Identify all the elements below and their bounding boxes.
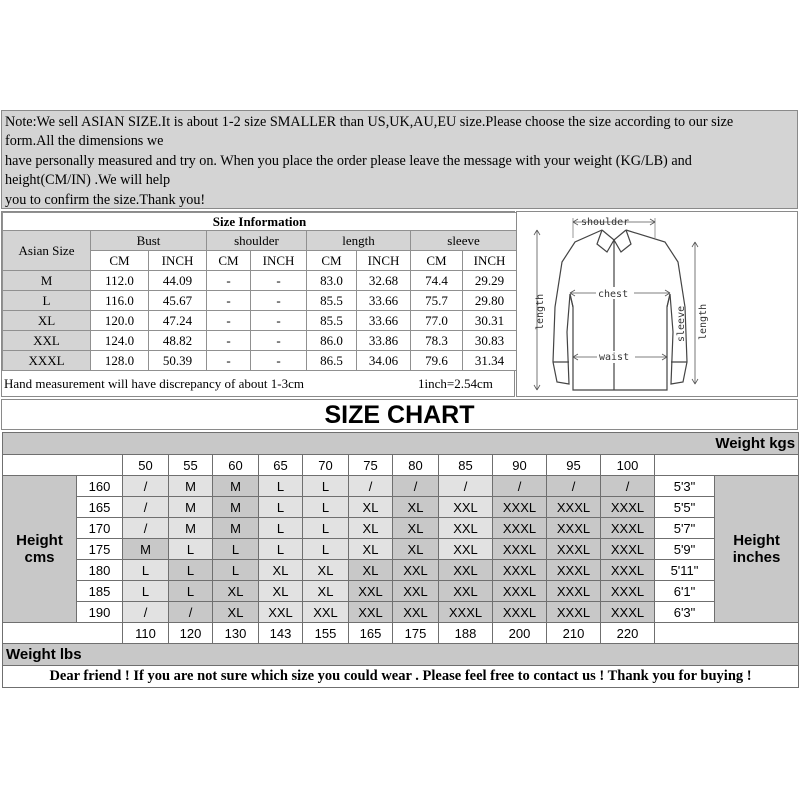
size-information-title: Size Information xyxy=(3,213,517,231)
weight-lb-cell: 110 xyxy=(123,623,169,644)
size-cell: XXXL xyxy=(493,497,547,518)
size-cell: / xyxy=(123,497,169,518)
measurement-cell: 112.0 xyxy=(91,271,149,291)
size-cell: XXXL xyxy=(547,518,601,539)
measurement-cell: 74.4 xyxy=(411,271,463,291)
measurement-cell: - xyxy=(207,331,251,351)
size-cell: L xyxy=(169,581,213,602)
size-chart-row xyxy=(3,581,799,602)
sleeve-label: sleeve xyxy=(676,305,687,342)
measurement-cell: 83.0 xyxy=(307,271,357,291)
shirt-measurement-diagram xyxy=(516,211,798,397)
size-cell: XXXL xyxy=(493,581,547,602)
height-cm-cell: 165 xyxy=(77,497,123,518)
measurement-cell: - xyxy=(251,271,307,291)
size-cell: XL xyxy=(393,518,439,539)
measurement-cell: 30.83 xyxy=(463,331,517,351)
note-line: form.All the dimensions we xyxy=(5,133,164,150)
shoulder-header: shoulder xyxy=(207,231,307,251)
size-chart-row xyxy=(3,497,799,518)
size-cell: M xyxy=(169,476,213,497)
size-cell: XXXL xyxy=(601,602,655,623)
size-cell: XXL xyxy=(439,539,493,560)
corner-cell xyxy=(655,455,799,476)
height-inch-cell: 5'11" xyxy=(655,560,715,581)
measurement-cell: 86.0 xyxy=(307,331,357,351)
measurement-cell: - xyxy=(207,271,251,291)
height-inch-cell: 5'5" xyxy=(655,497,715,518)
weight-kg-cell: 75 xyxy=(349,455,393,476)
sleeve-length-label: length xyxy=(698,303,709,340)
size-cell: XL xyxy=(349,560,393,581)
weight-kg-cell: 70 xyxy=(303,455,349,476)
weight-lbs-row xyxy=(3,623,799,644)
unit-header: CM xyxy=(411,251,463,271)
size-cell: L xyxy=(259,497,303,518)
shirt-outline-icon xyxy=(553,230,687,390)
height-inch-cell: 5'9" xyxy=(655,539,715,560)
size-cell: M xyxy=(169,497,213,518)
size-cell: XXL xyxy=(259,602,303,623)
weight-kg-cell: 50 xyxy=(123,455,169,476)
size-cell: XXXL xyxy=(601,581,655,602)
size-cell: L xyxy=(259,518,303,539)
weight-lbs-header: Weight lbs xyxy=(3,644,799,666)
size-cell: XXXL xyxy=(601,497,655,518)
size-cell: XXL xyxy=(439,497,493,518)
measurement-cell: 44.09 xyxy=(149,271,207,291)
size-cell: XL xyxy=(213,581,259,602)
size-cell: XXL xyxy=(303,602,349,623)
height-cm-cell: 175 xyxy=(77,539,123,560)
chest-label: chest xyxy=(598,289,629,300)
size-cell: XXL xyxy=(439,581,493,602)
size-chart-row xyxy=(3,539,799,560)
size-chart-row xyxy=(3,602,799,623)
asian-size-cell: XL xyxy=(3,311,91,331)
asian-size-cell: XXXL xyxy=(3,351,91,371)
size-cell: XXL xyxy=(439,560,493,581)
size-cell: L xyxy=(259,539,303,560)
size-cell: XXXL xyxy=(493,602,547,623)
size-cell: XL xyxy=(349,539,393,560)
size-cell: L xyxy=(123,560,169,581)
measurement-cell: - xyxy=(251,291,307,311)
measurement-cell: 116.0 xyxy=(91,291,149,311)
weight-lb-cell: 220 xyxy=(601,623,655,644)
size-cell: XL xyxy=(393,497,439,518)
size-cell: M xyxy=(213,518,259,539)
size-information-footer xyxy=(4,376,512,392)
measurement-discrepancy-note: Hand measurement will have discrepancy of about 1-3cm xyxy=(4,376,304,391)
height-inch-cell: 6'3" xyxy=(655,602,715,623)
measurement-cell: 77.0 xyxy=(411,311,463,331)
note-line: you to confirm the size.Thank you! xyxy=(5,191,206,208)
size-cell: / xyxy=(123,476,169,497)
measurement-cell: - xyxy=(207,291,251,311)
weight-kg-cell: 90 xyxy=(493,455,547,476)
size-cell: L xyxy=(213,539,259,560)
note-line: Note:We sell ASIAN SIZE.It is about 1-2 size SMALLER than US,UK,AU,EU size.Please choose the size according to our size xyxy=(5,114,734,130)
size-cell: L xyxy=(169,560,213,581)
measurement-cell: - xyxy=(251,311,307,331)
size-cell: / xyxy=(123,518,169,539)
size-cell: XXXL xyxy=(493,560,547,581)
size-cell: / xyxy=(547,476,601,497)
size-information-panel xyxy=(1,211,515,397)
size-cell: XXXL xyxy=(601,560,655,581)
measurement-cell: - xyxy=(251,351,307,371)
height-cm-cell: 185 xyxy=(77,581,123,602)
height-inches-label: Height inches xyxy=(715,476,799,623)
size-cell: XXL xyxy=(439,518,493,539)
size-cell: L xyxy=(213,560,259,581)
size-information-row xyxy=(3,271,517,291)
length-label: length xyxy=(535,293,546,330)
size-chart-row xyxy=(3,476,799,497)
weight-lb-cell: 175 xyxy=(393,623,439,644)
bust-header: Bust xyxy=(91,231,207,251)
height-inch-cell: 6'1" xyxy=(655,581,715,602)
measurement-cell: - xyxy=(207,351,251,371)
size-cell: XXXL xyxy=(439,602,493,623)
unit-header: INCH xyxy=(463,251,517,271)
size-cell: L xyxy=(303,476,349,497)
size-cell: XXL xyxy=(349,581,393,602)
height-inch-cell: 5'7" xyxy=(655,518,715,539)
size-cell: XXXL xyxy=(601,518,655,539)
measurement-cell: - xyxy=(207,311,251,331)
sleeve-header: sleeve xyxy=(411,231,517,251)
measurement-cell: - xyxy=(251,331,307,351)
size-cell: M xyxy=(213,476,259,497)
corner-cell xyxy=(3,455,123,476)
size-cell: L xyxy=(259,476,303,497)
measurement-cell: 34.06 xyxy=(357,351,411,371)
size-cell: XL xyxy=(213,602,259,623)
size-cell: / xyxy=(349,476,393,497)
size-information-row xyxy=(3,311,517,331)
size-cell: XL xyxy=(259,581,303,602)
shirt-diagram-svg xyxy=(517,212,797,396)
height-cm-cell: 160 xyxy=(77,476,123,497)
size-information-row xyxy=(3,351,517,371)
unit-header: INCH xyxy=(149,251,207,271)
weight-lb-cell: 200 xyxy=(493,623,547,644)
corner-cell xyxy=(655,623,799,644)
weight-lb-cell: 155 xyxy=(303,623,349,644)
size-information-table xyxy=(2,212,517,371)
size-chart-row xyxy=(3,518,799,539)
measurement-cell: 50.39 xyxy=(149,351,207,371)
size-information-rows xyxy=(3,271,517,371)
measurement-cell: 33.66 xyxy=(357,311,411,331)
size-cell: XXXL xyxy=(547,602,601,623)
measurement-cell: 85.5 xyxy=(307,291,357,311)
measurement-cell: 85.5 xyxy=(307,311,357,331)
size-cell: XXL xyxy=(393,602,439,623)
contact-message: Dear friend ! If you are not sure which size you could wear . Please feel free to contact us ! Thank you for buying ! xyxy=(3,666,799,688)
measurement-cell: 75.7 xyxy=(411,291,463,311)
size-cell: L xyxy=(123,581,169,602)
measurement-cell: 124.0 xyxy=(91,331,149,351)
measurement-cell: 47.24 xyxy=(149,311,207,331)
height-cm-cell: 170 xyxy=(77,518,123,539)
height-cms-label: Height cms xyxy=(3,476,77,623)
measurement-cell: 48.82 xyxy=(149,331,207,351)
length-header: length xyxy=(307,231,411,251)
note-line: height(CM/IN) .We will help xyxy=(5,172,171,189)
asian-size-cell: L xyxy=(3,291,91,311)
size-cell: XXL xyxy=(349,602,393,623)
size-cell: XXXL xyxy=(493,539,547,560)
size-cell: XXL xyxy=(393,581,439,602)
size-cell: XXXL xyxy=(493,518,547,539)
weight-lb-cell: 210 xyxy=(547,623,601,644)
inch-conversion-note: 1inch=2.54cm xyxy=(418,376,493,391)
size-cell: L xyxy=(303,539,349,560)
size-chart-rows xyxy=(3,476,799,623)
measurement-cell: 45.67 xyxy=(149,291,207,311)
size-cell: XXXL xyxy=(547,581,601,602)
note-line: have personally measured and try on. When you place the order please leave the message with your weight (KG/LB) and xyxy=(5,152,692,169)
size-cell: / xyxy=(601,476,655,497)
weight-lb-cell: 165 xyxy=(349,623,393,644)
asian-size-cell: XXL xyxy=(3,331,91,351)
weight-lb-cell: 143 xyxy=(259,623,303,644)
corner-cell xyxy=(3,623,123,644)
size-chart-table xyxy=(2,432,799,688)
size-cell: M xyxy=(169,518,213,539)
size-cell: XXXL xyxy=(601,539,655,560)
size-cell: / xyxy=(439,476,493,497)
measurement-cell: 29.29 xyxy=(463,271,517,291)
size-information-row xyxy=(3,331,517,351)
size-cell: XL xyxy=(349,518,393,539)
size-information-row xyxy=(3,291,517,311)
measurement-cell: 78.3 xyxy=(411,331,463,351)
size-cell: L xyxy=(303,518,349,539)
measurement-cell: 79.6 xyxy=(411,351,463,371)
weight-kg-cell: 100 xyxy=(601,455,655,476)
weight-kgs-row xyxy=(3,455,799,476)
size-cell: XL xyxy=(259,560,303,581)
size-chart-title: SIZE CHART xyxy=(1,399,798,430)
size-cell: / xyxy=(123,602,169,623)
measurement-cell: 31.34 xyxy=(463,351,517,371)
size-cell: XL xyxy=(303,560,349,581)
measurement-cell: 120.0 xyxy=(91,311,149,331)
measurement-cell: 29.80 xyxy=(463,291,517,311)
unit-header: CM xyxy=(91,251,149,271)
size-note xyxy=(1,110,798,209)
size-cell: XL xyxy=(393,539,439,560)
size-cell: M xyxy=(123,539,169,560)
height-cm-cell: 180 xyxy=(77,560,123,581)
weight-kg-cell: 80 xyxy=(393,455,439,476)
size-cell: L xyxy=(303,497,349,518)
size-chart xyxy=(2,432,798,688)
unit-header: INCH xyxy=(357,251,411,271)
size-cell: XXXL xyxy=(547,560,601,581)
measurement-cell: 32.68 xyxy=(357,271,411,291)
size-cell: XXXL xyxy=(547,539,601,560)
height-cm-cell: 190 xyxy=(77,602,123,623)
weight-kg-cell: 60 xyxy=(213,455,259,476)
asian-size-cell: M xyxy=(3,271,91,291)
shoulder-label: shoulder xyxy=(581,217,630,228)
weight-lb-cell: 120 xyxy=(169,623,213,644)
waist-label: waist xyxy=(599,352,630,363)
measurement-cell: 33.86 xyxy=(357,331,411,351)
weight-lb-cell: 130 xyxy=(213,623,259,644)
size-cell: XXXL xyxy=(547,497,601,518)
weight-kgs-header: Weight kgs xyxy=(3,433,799,455)
size-cell: L xyxy=(169,539,213,560)
weight-kg-cell: 95 xyxy=(547,455,601,476)
unit-header: INCH xyxy=(251,251,307,271)
size-cell: / xyxy=(169,602,213,623)
size-chart-row xyxy=(3,560,799,581)
weight-kg-cell: 85 xyxy=(439,455,493,476)
unit-header: CM xyxy=(307,251,357,271)
measurement-cell: 33.66 xyxy=(357,291,411,311)
weight-kg-cell: 55 xyxy=(169,455,213,476)
size-cell: / xyxy=(493,476,547,497)
size-cell: XL xyxy=(349,497,393,518)
size-cell: XL xyxy=(303,581,349,602)
measurement-cell: 128.0 xyxy=(91,351,149,371)
size-cell: / xyxy=(393,476,439,497)
weight-kg-cell: 65 xyxy=(259,455,303,476)
size-cell: XXL xyxy=(393,560,439,581)
unit-header: CM xyxy=(207,251,251,271)
size-cell: M xyxy=(213,497,259,518)
height-inch-cell: 5'3" xyxy=(655,476,715,497)
asian-size-header: Asian Size xyxy=(3,231,91,271)
measurement-cell: 30.31 xyxy=(463,311,517,331)
measurement-cell: 86.5 xyxy=(307,351,357,371)
weight-lb-cell: 188 xyxy=(439,623,493,644)
